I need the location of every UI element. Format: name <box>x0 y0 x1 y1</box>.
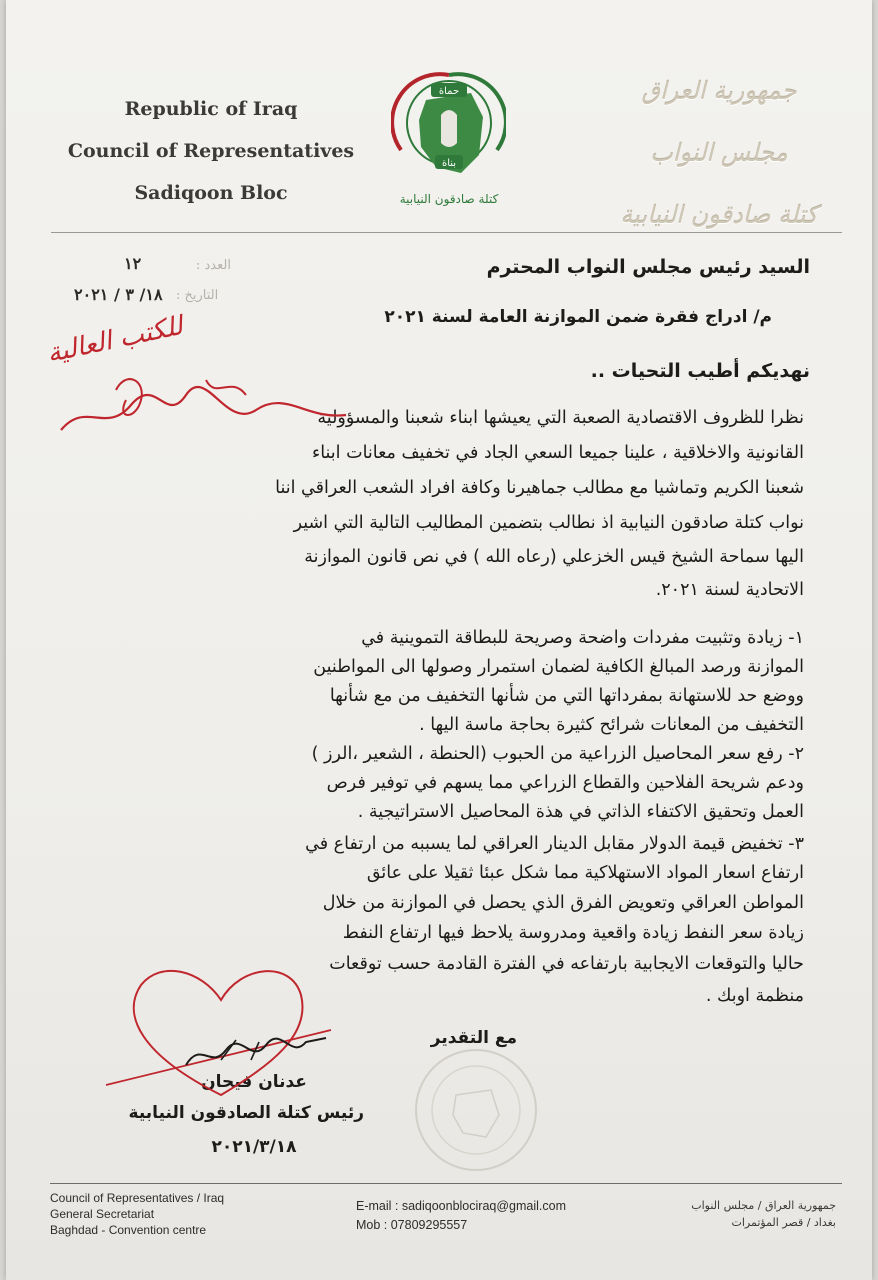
subject-line: م/ ادراج فقرة ضمن الموازنة العامة لسنة ٢٠٢١ <box>384 307 772 327</box>
letterhead-bloc: Sadiqoon Bloc <box>134 182 288 204</box>
date-label: التاريخ : <box>176 288 219 303</box>
item3-line: حاليا والتوقعات الايجابية بارتفاعه في الفترة القادمة حسب توقعات <box>329 954 804 974</box>
logo-caption: كتلة صادقون النيابية <box>399 192 499 206</box>
letterhead-english <box>46 88 376 214</box>
intro-line: نظرا للظروف الاقتصادية الصعبة التي يعيشها ابناء شعبنا والمسؤولية <box>317 408 804 428</box>
letter-page <box>6 0 872 1280</box>
signatory-title: رئيس كتلة الصادقون النيابية <box>128 1103 364 1123</box>
greeting: نهديكم أطيب التحيات .. <box>590 360 810 382</box>
footer-secretariat: General Secretariat <box>50 1207 155 1221</box>
footer-address: Baghdad - Convention centre <box>50 1223 207 1237</box>
logo-top-text: حماة <box>438 86 460 97</box>
item3-line: المواطن العراقي وتعويض الفرق الذي يحصل في الموازنة من خلال <box>322 893 804 913</box>
item3-line: ٣- تخفيض قيمة الدولار مقابل الدينار العراقي لما يسببه من ارتفاع في <box>305 834 804 854</box>
footer-ar-line2: بغداد / قصر المؤتمرات <box>731 1216 836 1229</box>
item2-line: العمل وتحقيق الاكتفاء الذاتي في هذة المحاصيل الاستراتيجية . <box>357 802 804 822</box>
logo-bottom-text: بناة <box>441 158 457 169</box>
number-label: العدد : <box>196 258 231 273</box>
intro-line: نواب كتلة صادقون النيابية اذ نطالب بتضمين المطاليب التالية التي اشير <box>293 513 804 533</box>
item2-line: ٢- رفع سعر المحاصيل الزراعية من الحبوب (الحنطة ، الشعير ،الرز ) <box>311 744 804 764</box>
red-scribble-signature <box>56 360 356 450</box>
item1-line: ووضع حد للاستهانة بمفرداتها التي من شأنها التخفيف من مع شأنها <box>329 686 804 706</box>
letterhead-ar-council: مجلس النواب <box>650 139 788 167</box>
item3-line: منظمة اوبك . <box>705 986 804 1006</box>
intro-line: القانونية والاخلاقية ، علينا جميعا السعي الجاد في تخفيف معانات ابناء <box>311 443 804 463</box>
header-divider <box>51 232 842 233</box>
handwritten-annotation: للكتب العالية <box>44 310 186 370</box>
item3-line: زيادة سعر النفط زيادة واقعية ومدروسة يلاحظ فيها ارتفاع النفط <box>342 923 804 943</box>
letterhead-council: Council of Representatives <box>67 140 355 162</box>
letterhead-arabic <box>594 60 844 246</box>
letterhead-country: Republic of Iraq <box>124 98 298 120</box>
letterhead-ar-country: جمهورية العراق <box>641 77 797 105</box>
footer-mobile: Mob : 07809295557 <box>356 1218 468 1232</box>
item2-line: ودعم شريحة الفلاحين والقطاع الزراعي مما يسهم في توفير فرص <box>326 773 804 793</box>
footer-email: E-mail : sadiqoonblociraq@gmail.com <box>356 1199 566 1213</box>
letterhead-ar-bloc: كتلة صادقون النيابية <box>620 201 818 229</box>
item1-line: التخفيف من المعانات شرائح كثيرة بحاجة ماسة اليها . <box>419 715 804 735</box>
footer-arabic <box>691 1197 836 1231</box>
date-value: ١٨/ ٣ / ٢٠٢١ <box>74 285 163 304</box>
closing-text: مع التقدير <box>430 1028 517 1048</box>
intro-line: شعبنا الكريم وتماشيا مع مطالب جماهيرنا وكافة افراد الشعب العراقي اننا <box>275 478 804 498</box>
black-signature <box>181 1030 331 1075</box>
footer-english <box>50 1190 224 1238</box>
addressee: السيد رئيس مجلس النواب المحترم <box>486 256 810 278</box>
intro-line: الاتحادية لسنة ٢٠٢١. <box>655 580 804 600</box>
signatory-name: عدنان فيحان <box>201 1072 307 1092</box>
faint-seal-stamp <box>411 1045 541 1175</box>
item3-line: ارتفاع اسعار المواد الاستهلاكية مما شكل عبئا ثقيلا على عائق <box>366 863 804 883</box>
intro-line: اليها سماحة الشيخ قيس الخزعلي (رعاه الله ) في نص قانون الموازنة <box>304 547 804 567</box>
item1-line: ١- زيادة وتثبيت مفردات واضحة وصريحة للبطاقة التموينية في <box>361 628 804 648</box>
signatory-date: ٢٠٢١/٣/١٨ <box>211 1137 297 1157</box>
sadiqoon-logo <box>391 55 506 215</box>
number-value: ١٢ <box>124 254 142 273</box>
item1-line: الموازنة ورصد المبالغ الكافية لضمان استمرار وصولها الى المواطنين <box>313 657 804 677</box>
footer-divider <box>50 1183 842 1184</box>
footer-contact <box>356 1197 566 1235</box>
footer-ar-line1: جمهورية العراق / مجلس النواب <box>691 1199 836 1212</box>
footer-council: Council of Representatives / Iraq <box>50 1191 225 1205</box>
